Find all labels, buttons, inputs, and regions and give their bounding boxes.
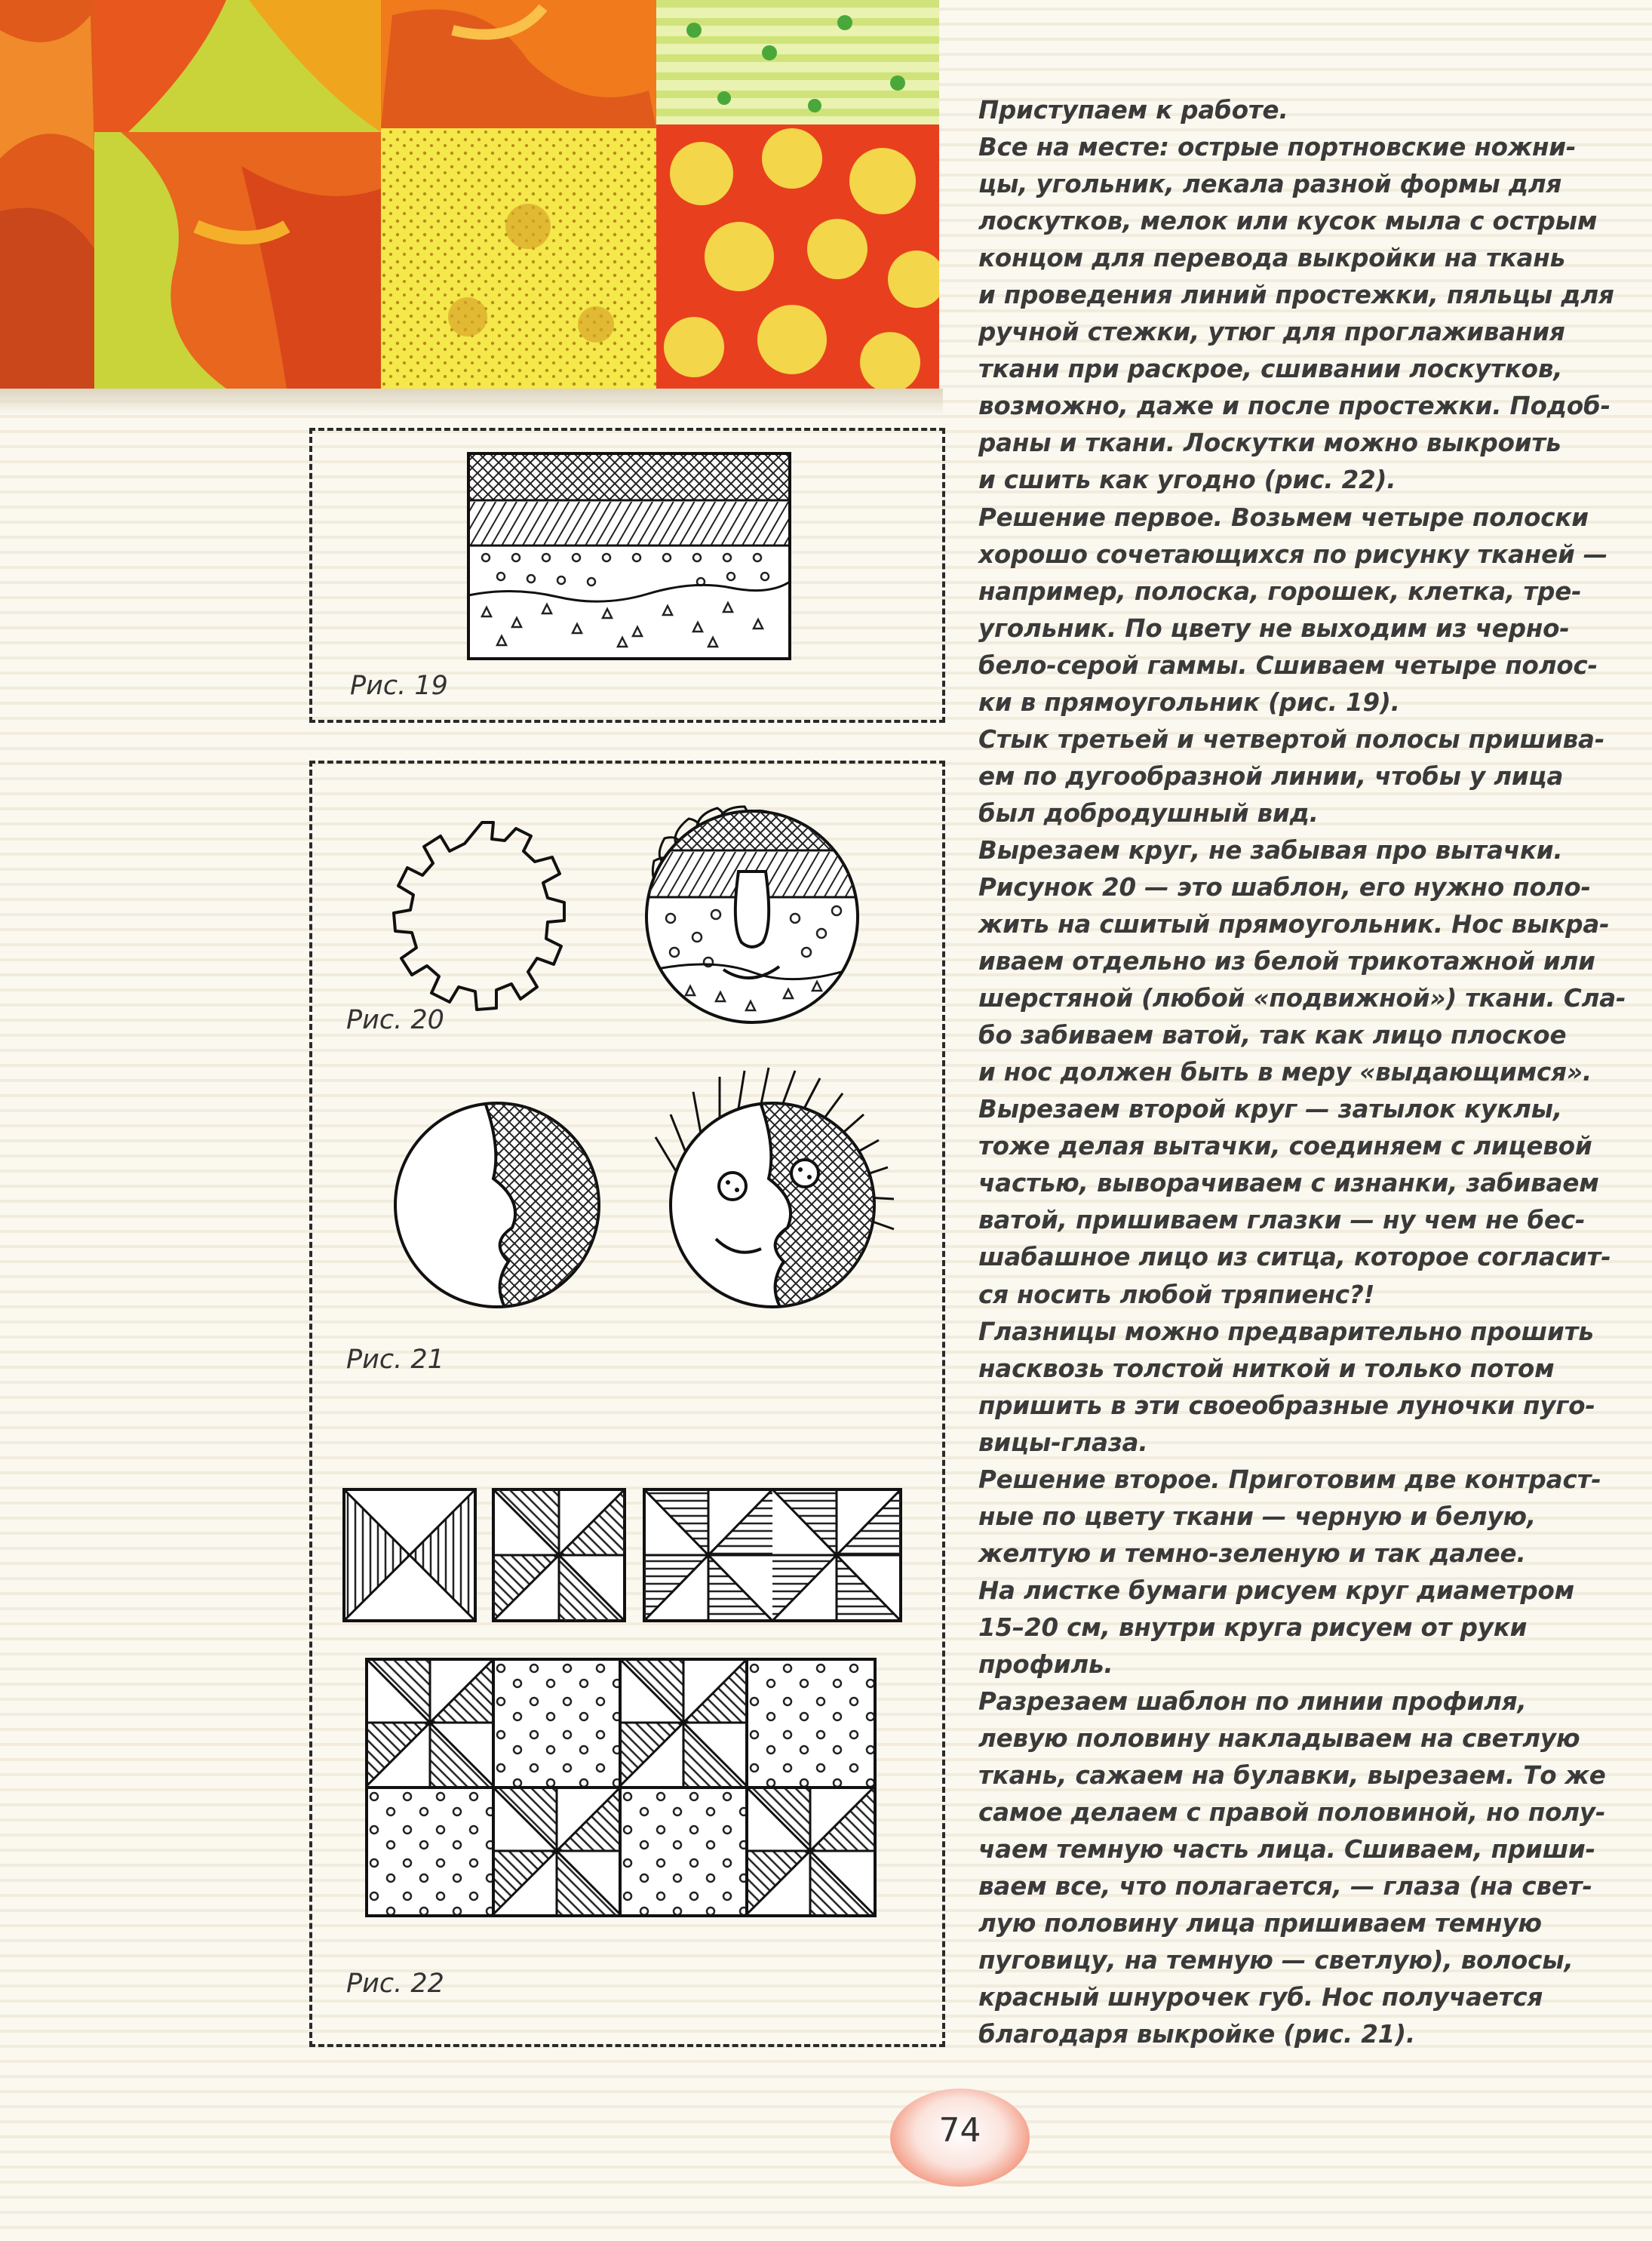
figure-21-finished-profile-face — [648, 1062, 897, 1322]
text-line: ся носить любой тряпиенс?! — [978, 1280, 1375, 1309]
text-line: и проведения линий простежки, пяльцы для — [978, 281, 1614, 310]
text-line: лую половину лица пришиваем темную — [978, 1909, 1542, 1938]
text-line: Решение первое. Возьмем четыре полоски — [978, 503, 1589, 532]
text-line: иваем отдельно из белой трикотажной или — [978, 947, 1595, 976]
text-line: ручной стежки, утюг для проглаживания — [978, 318, 1565, 347]
text-line: красный шнурочек губ. Нос получается — [978, 1983, 1543, 2012]
text-line: Глазницы можно предварительно прошить — [978, 1317, 1594, 1346]
text-line: 15–20 см, внутри круга рисуем от руки — [978, 1612, 1528, 1642]
figures-20-22-frame — [309, 761, 945, 2047]
text-line: ки в прямоугольник (рис. 19). — [978, 687, 1400, 717]
text-line: вицы-глаза. — [978, 1428, 1148, 1457]
text-line: Вырезаем круг, не забывая про вытачки. — [978, 835, 1563, 865]
text-line: профиль. — [978, 1649, 1113, 1679]
text-line: ткани при раскрое, сшивании лоскутков, — [978, 355, 1563, 384]
text-line: На листке бумаги рисуем круг диаметром — [978, 1575, 1575, 1605]
text-line: бо забиваем ватой, так как лицо плоское — [978, 1021, 1567, 1050]
text-line: бело-серой гаммы. Сшиваем четыре полос- — [978, 650, 1598, 680]
text-line: ватой, пришиваем глазки — ну чем не бес- — [978, 1206, 1586, 1235]
text-line: левую половину накладываем на светлую — [978, 1724, 1580, 1754]
text-line: раны и ткани. Лоскутки можно выкроить — [978, 429, 1561, 458]
figure-21-profile-template — [388, 1096, 606, 1314]
text-line: ткань, сажаем на булавки, вырезаем. То же — [978, 1761, 1606, 1791]
text-line: и нос должен быть в меру «выдающимся». — [978, 1058, 1592, 1087]
text-line: Рисунок 20 — это шаблон, его нужно поло- — [978, 872, 1591, 902]
patchwork-banner-image — [0, 0, 939, 389]
text-line: ваем все, что полагается, — глаза (на свет- — [978, 1872, 1592, 1901]
text-line: концом для перевода выкройки на ткань — [978, 244, 1566, 273]
text-line: Стык третьей и четвертой полосы пришива- — [978, 724, 1605, 754]
text-line: тоже делая вытачки, соединяем с лицевой — [978, 1132, 1592, 1161]
text-line: лоскутков, мелок или кусок мыла с острым — [978, 207, 1598, 236]
figure-20-patchwork-face — [618, 775, 882, 1031]
text-line: ем по дугообразной линии, чтобы у лица — [978, 761, 1564, 791]
text-line: частью, выворачиваем с изнанки, забиваем — [978, 1169, 1599, 1198]
text-line: благодаря выкройке (рис. 21). — [978, 2020, 1416, 2049]
figure-19-frame — [309, 428, 945, 723]
text-line: цы, угольник, лекала разной формы для — [978, 170, 1562, 199]
text-line: был добродушный вид. — [978, 798, 1319, 828]
text-line: например, полоска, горошек, клетка, тре- — [978, 576, 1582, 606]
text-line: Разрезаем шаблон по линии профиля, — [978, 1687, 1527, 1717]
text-line: чаем темную часть лица. Сшиваем, приши- — [978, 1835, 1595, 1864]
text-line: хорошо сочетающихся по рисунку тканей — — [978, 540, 1608, 569]
text-line: Приступаем к работе. — [978, 96, 1288, 124]
figure-20-caption: Рис. 20 — [346, 1005, 444, 1035]
text-line: Решение второе. Приготовим две контраст- — [978, 1465, 1601, 1494]
figure-22-caption: Рис. 22 — [346, 1969, 444, 1999]
figure-19-striped-rectangle — [467, 452, 791, 660]
text-line: шерстяной (любой «подвижной») ткани. Сла- — [978, 984, 1626, 1013]
text-line: желтую и темно-зеленую и так далее. — [978, 1539, 1526, 1568]
page-number: 74 — [938, 2111, 981, 2150]
text-line: Все на месте: острые портновские ножни- — [978, 133, 1577, 162]
text-line: пуговицу, на темную — светлую), волосы, — [978, 1946, 1574, 1975]
text-line: угольник. По цвету не выходим из черно- — [978, 613, 1570, 643]
figure-21-caption: Рис. 21 — [346, 1345, 444, 1375]
text-line: жить на сшитый прямоугольник. Нос выкра- — [978, 910, 1610, 939]
text-line: самое делаем с правой половиной, но полу- — [978, 1798, 1606, 1828]
banner-shadow — [0, 389, 943, 415]
body-text-column — [978, 92, 1627, 2053]
text-line: и сшить как угодно (рис. 22). — [978, 466, 1396, 495]
figure-19-caption: Рис. 19 — [350, 671, 448, 701]
text-line: шабашное лицо из ситца, которое согласит- — [978, 1243, 1611, 1272]
text-line: возможно, даже и после простежки. Подоб- — [978, 392, 1611, 421]
figure-22-assembled-quilt — [365, 1658, 878, 1929]
text-line: насквозь толстой ниткой и только потом — [978, 1354, 1555, 1383]
page-number-badge — [890, 2089, 1030, 2187]
figure-22-quilt-blocks-row — [342, 1488, 908, 1624]
text-line: пришить в эти своеобразные луночки пуго- — [978, 1391, 1595, 1420]
figure-20-darted-circle-template — [380, 816, 584, 1016]
text-line: ные по цвету ткани — черную и белую, — [978, 1502, 1537, 1531]
text-line: Вырезаем второй круг — затылок куклы, — [978, 1095, 1563, 1124]
